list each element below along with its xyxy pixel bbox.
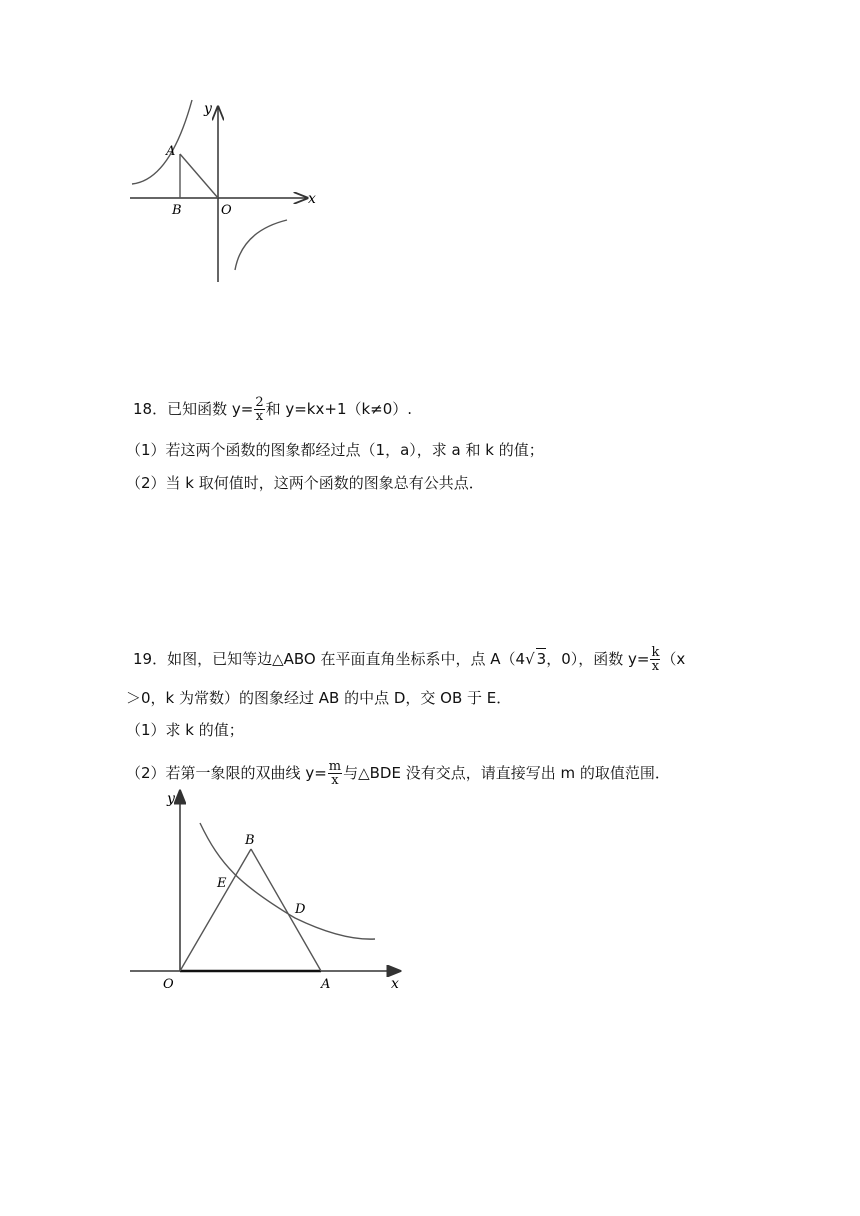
- label-y: y: [204, 101, 212, 117]
- label-o: O: [163, 977, 174, 992]
- q19-part1: （1）求 k 的值；: [126, 721, 244, 739]
- label-b: B: [245, 833, 255, 848]
- q19-number: 19．: [133, 650, 168, 668]
- figure-equilateral-triangle: [125, 785, 415, 995]
- hyperbola-branch-right: [235, 220, 287, 270]
- segment-ob: [180, 849, 251, 971]
- label-b: B: [172, 203, 182, 218]
- q18-number: 18．: [133, 400, 168, 418]
- fraction-2-over-x: $\frac{2}{x}$: [255, 395, 264, 424]
- label-e: E: [217, 876, 227, 891]
- fraction-m-over-x: $\frac{m}{x}$: [328, 759, 342, 788]
- hyperbola-branch-left: [132, 100, 192, 184]
- fraction-k-over-x: $\frac{k}{x}$: [651, 645, 660, 674]
- q18-part2: （2）当 k 取何值时，这两个函数的图象总有公共点．: [126, 474, 484, 492]
- label-x: x: [308, 191, 316, 207]
- label-d: D: [295, 902, 306, 917]
- label-y: y: [167, 791, 175, 807]
- label-x: x: [391, 976, 399, 992]
- q19-statement: 19．如图，已知等边△ABO 在平面直角坐标系中，点 A（4√ 3，0），函数 y= $\frac{k}{x}$ （x: [133, 645, 686, 674]
- segment-ba: [251, 849, 321, 971]
- figure-hyperbola-triangle: [120, 95, 330, 290]
- q18-statement: 18．已知函数 y= $\frac{2}{x}$ 和 y=kx+1（k≠0）.: [133, 395, 413, 424]
- segment-ao: [180, 154, 218, 198]
- sqrt-symbol: √: [525, 650, 535, 668]
- label-a: A: [321, 977, 331, 992]
- q18-part1: （1）若这两个函数的图象都经过点（1，a），求 a 和 k 的值；: [126, 441, 544, 459]
- q19-line2: ＞0，k 为常数）的图象经过 AB 的中点 D，交 OB 于 E．: [126, 689, 512, 707]
- label-a: A: [166, 144, 176, 159]
- q19-part2: （2）若第一象限的双曲线 y= $\frac{m}{x}$ 与△BDE 没有交点，请直接写出 m 的取值范围．: [126, 759, 670, 788]
- label-o: O: [221, 203, 232, 218]
